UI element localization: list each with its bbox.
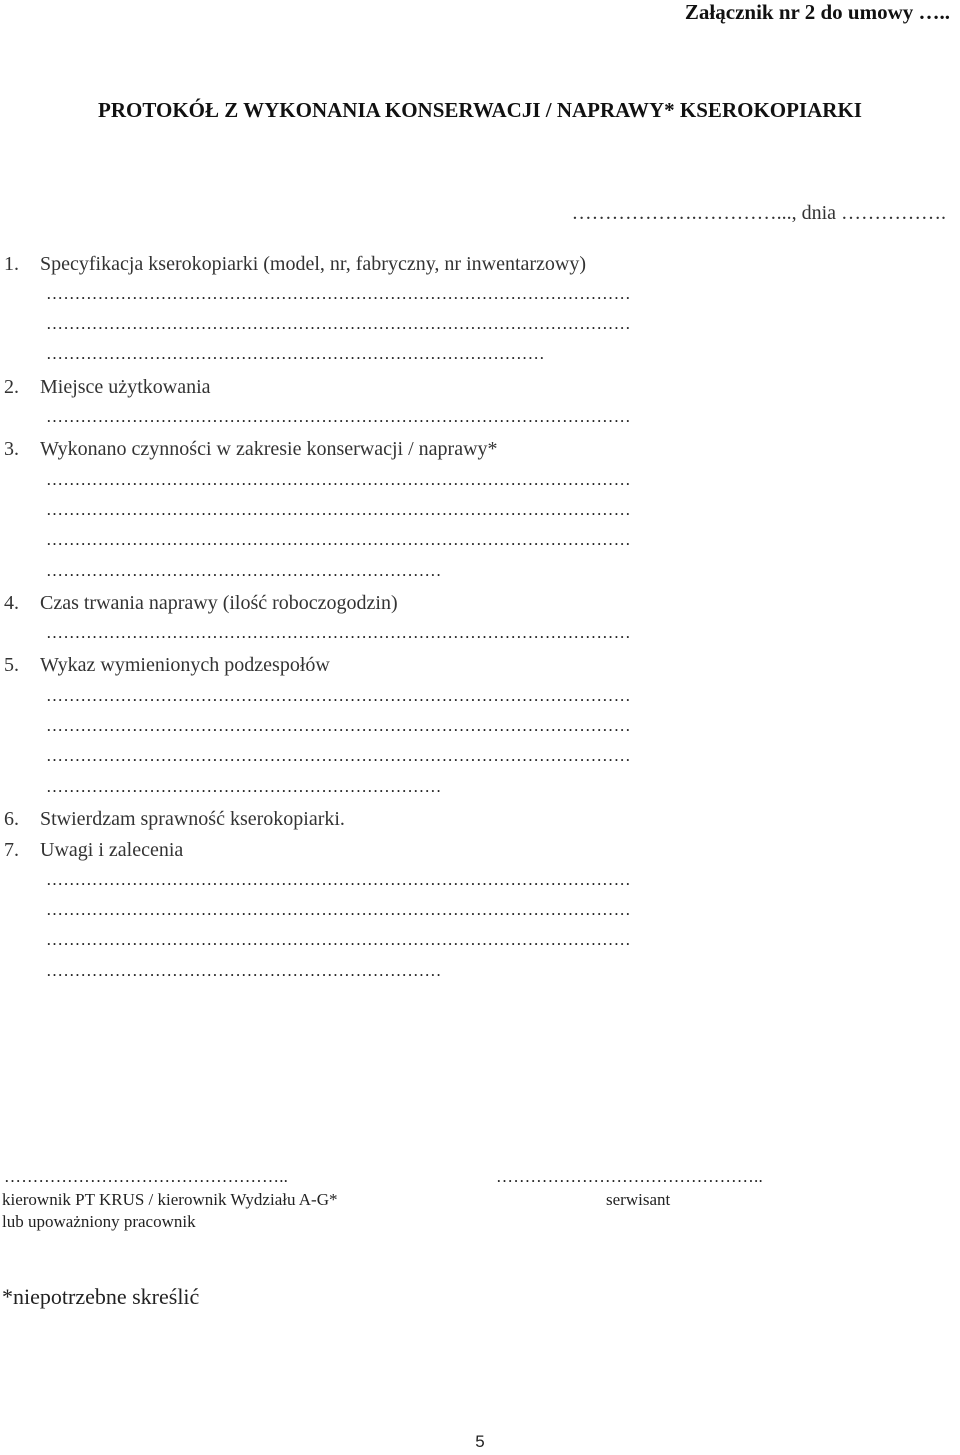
fill-line: ……………………………………………………………	[46, 777, 442, 796]
fill-line: …………………………………………………………………………………………	[46, 870, 631, 889]
item-3	[4, 438, 498, 461]
item-number: 7.	[4, 839, 19, 861]
fill-line: ……………………………………………………………………………	[46, 344, 545, 363]
page-number: 5	[475, 1432, 485, 1451]
signature-line-right: ………………………………………..	[496, 1167, 763, 1186]
fill-line: …………………………………………………………………………………………	[46, 623, 631, 642]
fill-line: …………………………………………………………………………………………	[46, 530, 631, 549]
item-label: Wykaz wymienionych podzespołów	[40, 654, 330, 676]
item-label: Specyfikacja kserokopiarki (model, nr, fabryczny, nr inwentarzowy)	[40, 253, 587, 275]
item-5	[4, 654, 330, 677]
fill-line: ……………………………………………………………	[46, 561, 442, 580]
fill-line: …………………………………………………………………………………………	[46, 500, 631, 519]
fill-line: …………………………………………………………………………………………	[46, 284, 631, 303]
footnote: *niepotrzebne skreślić	[2, 1284, 200, 1309]
item-label: Czas trwania naprawy (ilość roboczogodzin)	[40, 592, 398, 614]
item-number: 5.	[4, 654, 19, 676]
item-label: Wykonano czynności w zakresie konserwacji / naprawy*	[40, 438, 498, 460]
signature-label-left: kierownik PT KRUS / kierownik Wydziału A-G*	[2, 1190, 338, 1209]
item-label: Miejsce użytkowania	[40, 376, 211, 398]
item-number: 1.	[4, 253, 19, 275]
item-7	[4, 839, 183, 862]
item-1	[4, 253, 586, 276]
fill-line: …………………………………………………………………………………………	[46, 314, 631, 333]
date-line: ……………….…………..., dnia …………….	[571, 202, 946, 224]
signature-label-left-2: lub upoważniony pracownik	[2, 1212, 196, 1231]
annex-label: Załącznik nr 2 do umowy …..	[684, 0, 950, 24]
fill-line: …………………………………………………………………………………………	[46, 900, 631, 919]
item-number: 2.	[4, 376, 19, 398]
item-label: Stwierdzam sprawność kserokopiarki.	[40, 808, 345, 830]
fill-line: …………………………………………………………………………………………	[46, 746, 631, 765]
fill-line: …………………………………………………………………………………………	[46, 930, 631, 949]
document-title: PROTOKÓŁ Z WYKONANIA KONSERWACJI / NAPRAWY* KSEROKOPIARKI	[98, 98, 862, 122]
fill-line: …………………………………………………………………………………………	[46, 470, 631, 489]
fill-line: …………………………………………………………………………………………	[46, 407, 631, 426]
item-number: 6.	[4, 808, 19, 830]
fill-line: …………………………………………………………………………………………	[46, 686, 631, 705]
item-label: Uwagi i zalecenia	[40, 839, 184, 861]
signature-line-left: …………………………………………..	[4, 1167, 289, 1186]
fill-line: ……………………………………………………………	[46, 961, 442, 980]
item-number: 4.	[4, 592, 19, 614]
item-4	[4, 592, 398, 615]
item-6	[4, 808, 345, 831]
signature-label-right: serwisant	[606, 1190, 671, 1209]
fill-line: …………………………………………………………………………………………	[46, 716, 631, 735]
item-2	[4, 376, 211, 399]
item-number: 3.	[4, 438, 19, 460]
